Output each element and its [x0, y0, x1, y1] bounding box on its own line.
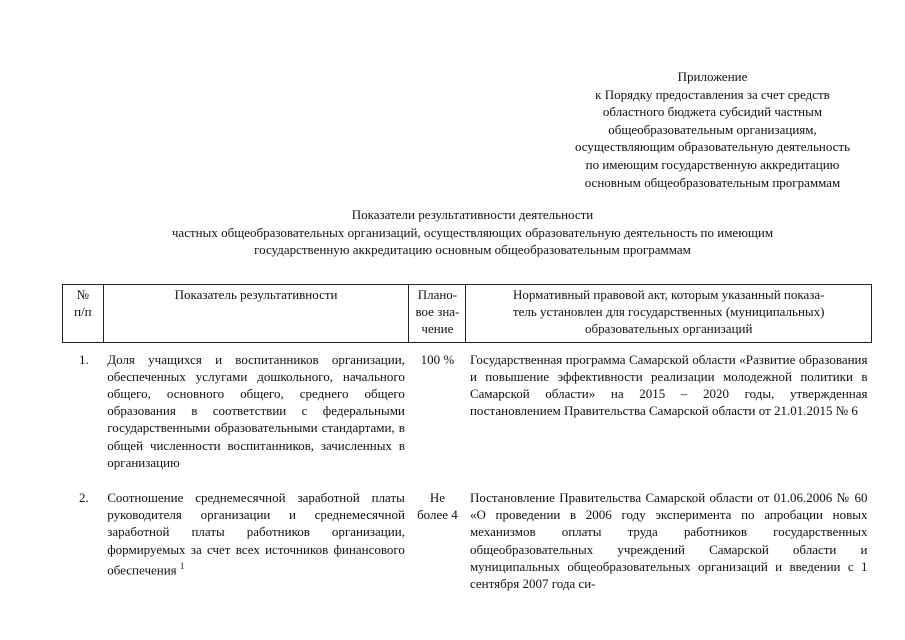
title-line: Показатели результативности деятельности	[351, 207, 594, 222]
annex-line: по имеющим государственную аккредитацию	[585, 156, 840, 172]
header-number: № п/п	[63, 285, 104, 343]
annex-line: областного бюджета субсидий частным	[602, 104, 823, 120]
document-title	[70, 206, 875, 259]
title-line: частных общеобразовательных организаций, осуществляющих образовательную деятельность по имеющим	[171, 224, 774, 240]
row-plan-value: Не более 4	[417, 490, 458, 523]
header-plan: Плано- вое зна- чение	[409, 285, 466, 343]
indicators-table	[62, 284, 872, 602]
header-indicator: Показатель результативности	[103, 285, 409, 343]
header-legal-act: Нормативный правовой акт, которым указанный показа- тель установлен для государственных (муниципальных) образовательных организаций	[466, 285, 872, 343]
table-row	[63, 342, 872, 481]
annex-line: общеобразовательным организациям,	[608, 121, 817, 137]
row-number: 1.	[79, 351, 89, 367]
annex-header	[520, 68, 905, 191]
footnote-marker: 1	[179, 560, 185, 571]
table-row	[63, 481, 872, 602]
annex-line: осуществляющим образовательную деятельность	[574, 139, 851, 155]
annex-line: основным общеобразовательным программам	[584, 174, 841, 190]
row-legal-act: Постановление Правительства Самарской области от 01.06.2006 № 60 «О проведении в 2006 году эксперимента по апробации новых механизмов оплаты труда работников государственных общеобразовательных учреждений Самарской области и муниципальных общеобразовательных организаций и введении с 1 сентября 2007 года си-	[469, 490, 868, 592]
row-plan-value: 100 %	[420, 351, 455, 367]
table-header-row	[63, 285, 872, 343]
row-indicator-text: Соотношение среднемесячной заработной платы руководителя организации и среднемесячной заработной платы работников организации, формируемых за счет всех источников финансового обеспечения	[107, 490, 405, 578]
row-indicator	[103, 481, 409, 602]
row-legal-act: Государственная программа Самарской области «Развитие образования и повышение эффективности реализации молодежной политики в Самарской области» на 2015 – 2020 годы, утвержденная постановлением Правительства Самарской области от 21.01.2015 № 6	[469, 351, 868, 419]
row-indicator: Доля учащихся и воспитанников организации, обеспеченных услугами дошкольного, начального общего, основного общего, среднего общего образования в соответствии с федеральными государственными образовательными стандартами, в общей численности воспитанников, зачисленных в организацию	[107, 351, 405, 470]
annex-line: Приложение	[677, 69, 748, 84]
title-line: государственную аккредитацию основным общеобразовательным программам	[254, 242, 691, 258]
row-number: 2.	[79, 490, 89, 506]
annex-line: к Порядку предоставления за счет средств	[595, 86, 830, 102]
